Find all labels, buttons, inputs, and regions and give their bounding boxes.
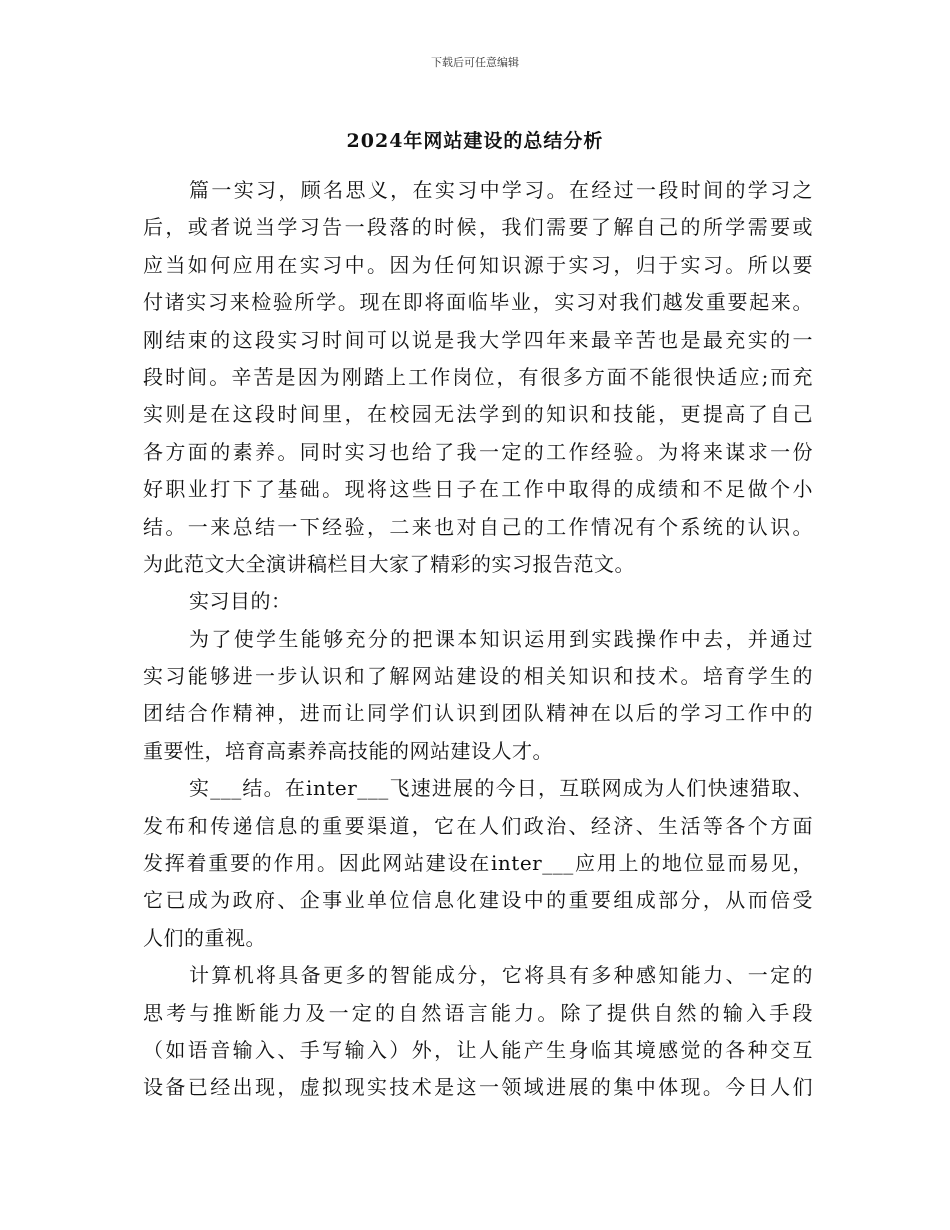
- text-line: 实则是在这段时间里，在校园无法学到的知识和技能，更提高了自己: [143, 402, 813, 427]
- text-line: 实___结。在inter___飞速进展的今日，互联网成为人们快速猎取、: [189, 776, 813, 801]
- text-line: 好职业打下了基础。现将这些日子在工作中取得的成绩和不足做个小: [143, 477, 813, 502]
- text-line: 发挥着重要的作用。因此网站建设在inter___应用上的地位显而易见，: [143, 851, 813, 876]
- text-line: 为此范文大全演讲稿栏目大家了精彩的实习报告范文。: [143, 551, 635, 576]
- text-line: 发布和传递信息的重要渠道，它在人们政治、经济、生活等各个方面: [143, 813, 813, 838]
- text-line: 刚结束的这段实习时间可以说是我大学四年来最辛苦也是最充实的一: [143, 327, 813, 352]
- text-line: 团结合作精神，进而让同学们认识到团队精神在以后的学习工作中的: [143, 701, 813, 726]
- text-line: 它已成为政府、企事业单位信息化建设中的重要组成部分，从而倍受: [143, 888, 813, 913]
- text-line: 段时间。辛苦是因为刚踏上工作岗位，有很多方面不能很快适应;而充: [143, 364, 813, 389]
- text-line: 后，或者说当学习告一段落的时候，我们需要了解自己的所学需要或: [143, 215, 813, 240]
- text-line: 付诸实习来检验所学。现在即将面临毕业，实习对我们越发重要起来。: [143, 290, 813, 315]
- text-line: 计算机将具备更多的智能成分，它将具有多种感知能力、一定的: [189, 963, 813, 988]
- header-note: 下载后可任意编辑: [431, 56, 519, 69]
- text-line: 篇一实习，顾名思义，在实习中学习。在经过一段时间的学习之: [189, 178, 813, 202]
- text-line: （如语音输入、手写输入）外，让人能产生身临其境感觉的各种交互: [143, 1037, 813, 1062]
- document-title: 2024年网站建设的总结分析: [346, 130, 604, 152]
- text-line: 应当如何应用在实习中。因为任何知识源于实习，归于实习。所以要: [143, 252, 813, 277]
- text-line: 设备已经出现，虚拟现实技术是这一领域进展的集中体现。今日人们: [143, 1075, 813, 1100]
- text-line: 思考与推断能力及一定的自然语言能力。除了提供自然的输入手段: [143, 1000, 813, 1025]
- text-line: 实习能够进一步认识和了解网站建设的相关知识和技术。培育学生的: [143, 664, 813, 689]
- text-line: 为了使学生能够充分的把课本知识运用到实践操作中去，并通过: [189, 626, 813, 651]
- text-line: 人们的重视。: [143, 925, 266, 950]
- text-line: 实习目的：: [189, 589, 292, 614]
- text-line: 结。一来总结一下经验，二来也对自己的工作情况有个系统的认识。: [143, 514, 813, 539]
- document-body: [143, 172, 813, 1107]
- text-line: 重要性，培育高素养高技能的网站建设人才。: [143, 738, 553, 763]
- text-line: 各方面的素养。同时实习也给了我一定的工作经验。为将来谋求一份: [143, 439, 813, 464]
